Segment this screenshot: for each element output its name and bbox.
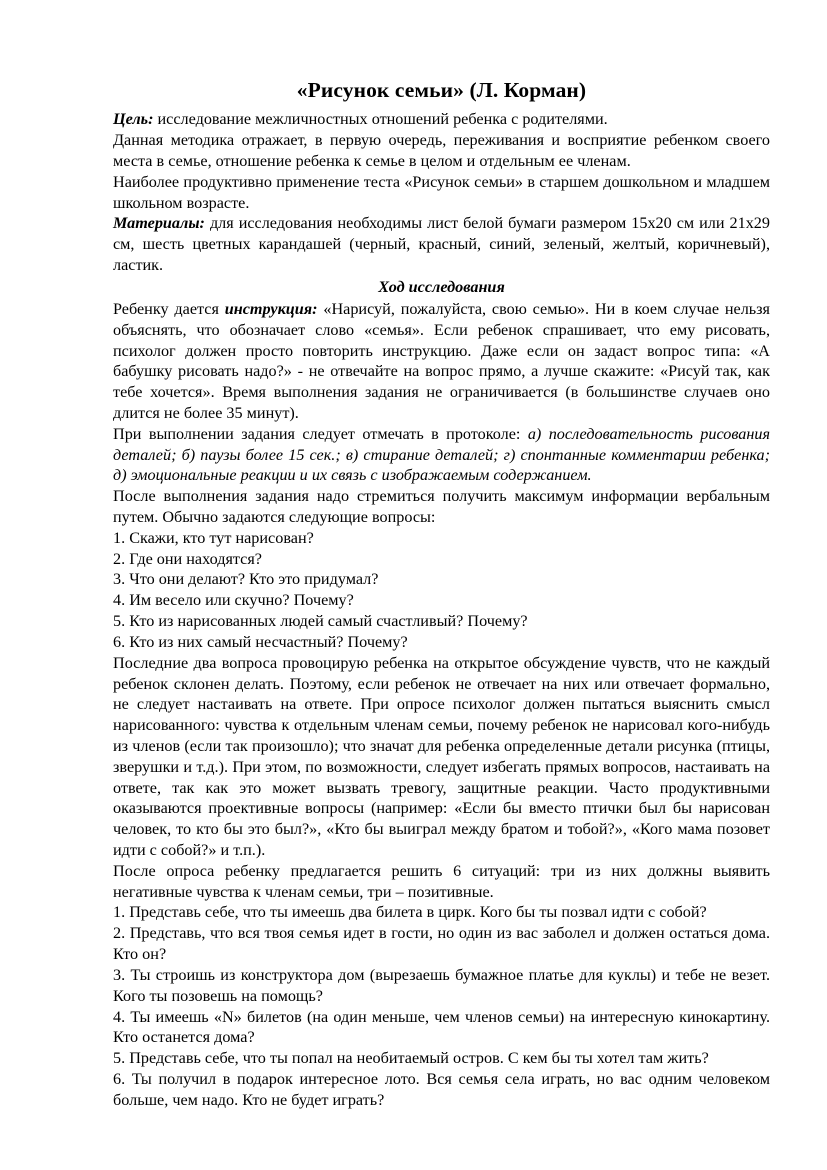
situation-item: 5. Представь себе, что ты попал на необитаемый остров. С кем бы ты хотел там жить?	[113, 1049, 709, 1068]
paragraph-instruction	[113, 299, 770, 424]
materials-label: Материалы:	[113, 214, 205, 233]
instruction-text: «Нарисуй, пожалуйста, свою семью». Ни в коем случае нельзя объяснять, что обозначает слово «семья». Если ребенок спрашивает, что ему рисовать, психолог должен просто повторить инструкцию. Даже если он задаст вопрос типа: «А бабушку рисовать надо?» - не отвечайте на вопрос прямо, а лучше скажите: «Рисуй так, как тебе хочется». Время выполнения задания не ограничивается (в большинстве случаев оно длится не более 35 минут).	[113, 299, 770, 422]
paragraph-age: Наиболее продуктивно применение теста «Рисунок семьи» в старшем дошкольном и младшем школьном возрасте.	[113, 172, 770, 212]
paragraph-six-situations: После опроса ребенку предлагается решить 6 ситуаций: три из них должны выявить негативные чувства к членам семьи, три – позитивные.	[113, 861, 770, 901]
question-item: 6. Кто из них самый несчастный? Почему?	[113, 632, 408, 651]
page-title: «Рисунок семьи» (Л. Корман)	[296, 78, 587, 102]
paragraph-materials	[113, 213, 770, 275]
goal-label: Цель:	[113, 110, 154, 129]
question-item: 3. Что они делают? Кто это придумал?	[113, 570, 379, 589]
situation-item: 2. Представь, что вся твоя семья идет в гости, но один из вас заболел и должен остаться дома. Кто он?	[113, 924, 770, 964]
situation-item: 1. Представь себе, что ты имеешь два билета в цирк. Кого бы ты позвал идти с собой?	[113, 903, 707, 922]
protocol-items: а) последовательность рисования деталей; б) паузы более 15 сек.; в) стирание деталей; г) спонтанные комментарии ребенка; д) эмоциональные реакции и их связь с изображаемым содержанием.	[113, 424, 770, 485]
instruction-prefix: Ребенку дается	[113, 299, 225, 318]
question-item: 4. Им весело или скучно? Почему?	[113, 591, 354, 610]
question-item: 2. Где они находятся?	[113, 549, 262, 568]
situation-item: 4. Ты имеешь «N» билетов (на один меньше, чем членов семьи) на интересную кинокартину. Кто останется дома?	[113, 1007, 770, 1047]
paragraph-after-task: После выполнения задания надо стремиться получить максимум информации вербальным путем. Обычно задаются следующие вопросы:	[113, 487, 770, 527]
paragraph-method: Данная методика отражает, в первую очередь, переживания и восприятие ребенком своего места в семье, отношение ребенка к семье в целом и отдельным ее членам.	[113, 131, 770, 170]
goal-text: исследование межличностных отношений ребенка с родителями.	[153, 110, 608, 129]
paragraph-goal	[113, 109, 770, 130]
question-item: 1. Скажи, кто тут нарисован?	[113, 528, 314, 547]
paragraph-protocol	[113, 424, 770, 486]
protocol-prefix: При выполнении задания следует отмечать в протоколе:	[113, 424, 528, 443]
paragraph-last-two-questions: Последние два вопроса провоцирую ребенка на открытое обсуждение чувств, что не каждый ребенок склонен делать. Поэтому, если ребенок не отвечает на них или отвечает формально, не следует настаивать на ответе. При опросе психолог должен пытаться выяснить смысл нарисованного: чувства к отдельным членам семьи, почему ребенок не нарисовал кого-нибудь из членов (если так произошло); что значат для ребенка определенные детали рисунка (птицы, зверушки и т.д.). При этом, по возможности, следует избегать прямых вопросов, настаивать на ответе, так как это может вызвать тревогу, защитные реакции. Часто продуктивными оказываются проективные вопросы (например: «Если бы вместо птички был бы нарисован человек, то кто бы это был?», «Кто бы выиграл между братом и тобой?», «Кого мама позовет идти с собой?» и т.п.).	[113, 653, 770, 860]
materials-text: для исследования необходимы лист белой бумаги размером 15х20 см или 21х29 см, шесть цветных карандашей (черный, красный, синий, зеленый, желтый, коричневый), ластик.	[113, 214, 770, 275]
situation-item: 6. Ты получил в подарок интересное лото. Вся семья села играть, но вас одним человеком больше, чем надо. Кто не будет играть?	[113, 1069, 770, 1109]
situation-item: 3. Ты строишь из конструктора дом (вырезаешь бумажное платье для куклы) и тебе не везет. Кого ты позовешь на помощь?	[113, 965, 770, 1005]
instruction-label: инструкция:	[224, 299, 318, 318]
question-item: 5. Кто из нарисованных людей самый счастливый? Почему?	[113, 612, 528, 631]
document-body	[113, 78, 770, 1111]
section-heading-procedure: Ход исследования	[378, 277, 505, 296]
